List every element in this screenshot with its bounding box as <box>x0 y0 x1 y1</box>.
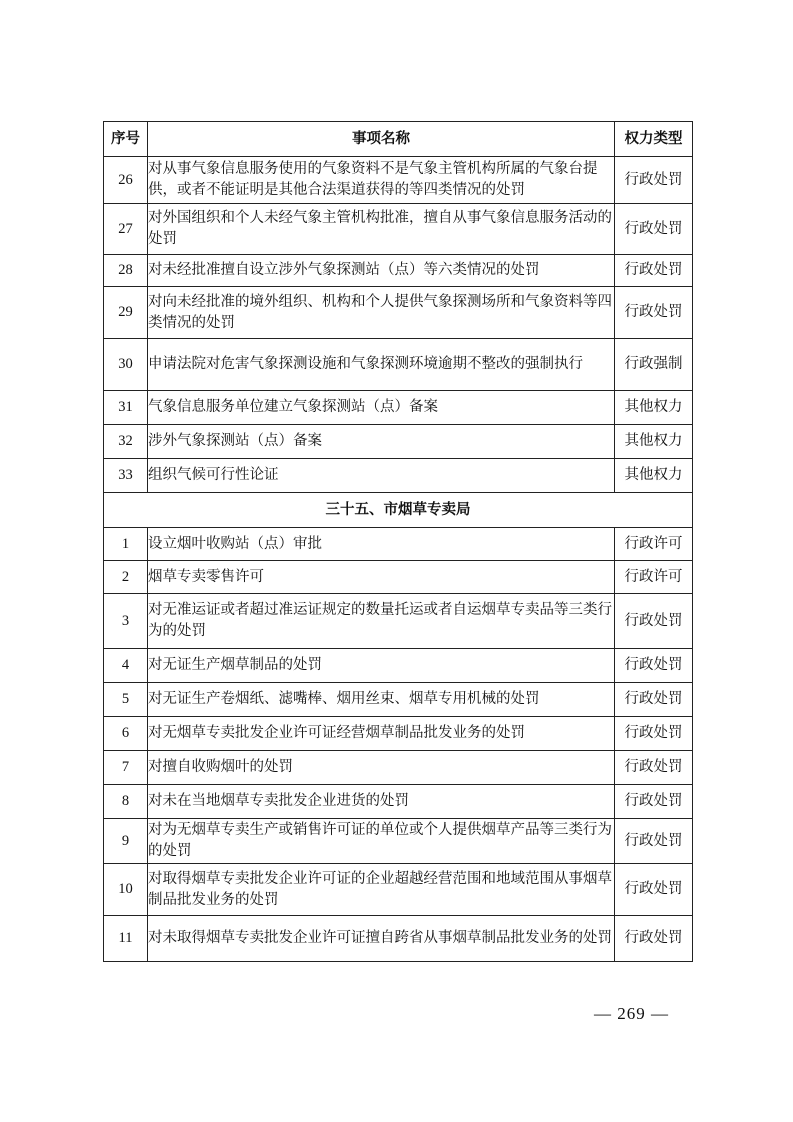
row-serial: 11 <box>104 916 148 962</box>
row-power-type: 行政处罚 <box>615 594 693 649</box>
row-power-type: 行政处罚 <box>615 916 693 962</box>
row-item-name: 对未在当地烟草专卖批发企业进货的处罚 <box>148 785 615 819</box>
row-power-type: 行政处罚 <box>615 785 693 819</box>
table-row <box>104 391 693 425</box>
row-item-name: 对擅自收购烟叶的处罚 <box>148 751 615 785</box>
table-row <box>104 819 693 864</box>
row-serial: 5 <box>104 683 148 717</box>
row-item-name: 对未取得烟草专卖批发企业许可证擅自跨省从事烟草制品批发业务的处罚 <box>148 916 615 962</box>
table-body <box>104 157 693 962</box>
table-row <box>104 785 693 819</box>
row-power-type: 行政处罚 <box>615 864 693 916</box>
row-power-type: 行政处罚 <box>615 649 693 683</box>
row-serial: 7 <box>104 751 148 785</box>
table-row <box>104 916 693 962</box>
table-row <box>104 204 693 255</box>
row-power-type: 其他权力 <box>615 459 693 493</box>
row-item-name: 对无准运证或者超过准运证规定的数量托运或者自运烟草专卖品等三类行为的处罚 <box>148 594 615 649</box>
row-power-type: 行政强制 <box>615 339 693 391</box>
row-serial: 6 <box>104 717 148 751</box>
header-power-type: 权力类型 <box>615 122 693 157</box>
row-serial: 2 <box>104 561 148 594</box>
row-item-name: 设立烟叶收购站（点）审批 <box>148 528 615 561</box>
row-serial: 26 <box>104 157 148 204</box>
row-serial: 9 <box>104 819 148 864</box>
row-power-type: 行政处罚 <box>615 683 693 717</box>
table-row <box>104 717 693 751</box>
table-row <box>104 528 693 561</box>
table-row <box>104 594 693 649</box>
row-item-name: 对取得烟草专卖批发企业许可证的企业超越经营范围和地域范围从事烟草制品批发业务的处罚 <box>148 864 615 916</box>
table-row <box>104 287 693 339</box>
table-row <box>104 459 693 493</box>
row-item-name: 涉外气象探测站（点）备案 <box>148 425 615 459</box>
row-power-type: 行政处罚 <box>615 751 693 785</box>
row-power-type: 行政处罚 <box>615 204 693 255</box>
table-row <box>104 339 693 391</box>
table-row <box>104 255 693 287</box>
section-row <box>104 493 693 528</box>
row-item-name: 申请法院对危害气象探测设施和气象探测环境逾期不整改的强制执行 <box>148 339 615 391</box>
section-title: 三十五、市烟草专卖局 <box>104 493 693 528</box>
table-row <box>104 751 693 785</box>
row-serial: 29 <box>104 287 148 339</box>
row-serial: 32 <box>104 425 148 459</box>
header-serial: 序号 <box>104 122 148 157</box>
row-item-name: 对为无烟草专卖生产或销售许可证的单位或个人提供烟草产品等三类行为的处罚 <box>148 819 615 864</box>
row-item-name: 气象信息服务单位建立气象探测站（点）备案 <box>148 391 615 425</box>
table-row <box>104 425 693 459</box>
row-item-name: 对外国组织和个人未经气象主管机构批准，擅自从事气象信息服务活动的处罚 <box>148 204 615 255</box>
row-serial: 31 <box>104 391 148 425</box>
header-item-name: 事项名称 <box>148 122 615 157</box>
row-power-type: 行政处罚 <box>615 819 693 864</box>
table-row <box>104 649 693 683</box>
row-item-name: 对无证生产卷烟纸、滤嘴棒、烟用丝束、烟草专用机械的处罚 <box>148 683 615 717</box>
row-power-type: 其他权力 <box>615 391 693 425</box>
row-power-type: 行政处罚 <box>615 717 693 751</box>
row-serial: 8 <box>104 785 148 819</box>
row-item-name: 组织气候可行性论证 <box>148 459 615 493</box>
row-power-type: 行政许可 <box>615 561 693 594</box>
page-number: — 269 — <box>594 1004 669 1023</box>
row-item-name: 对向未经批准的境外组织、机构和个人提供气象探测场所和气象资料等四类情况的处罚 <box>148 287 615 339</box>
row-power-type: 行政处罚 <box>615 287 693 339</box>
table-row <box>104 864 693 916</box>
row-item-name: 对未经批准擅自设立涉外气象探测站（点）等六类情况的处罚 <box>148 255 615 287</box>
row-serial: 27 <box>104 204 148 255</box>
table-row <box>104 683 693 717</box>
row-item-name: 烟草专卖零售许可 <box>148 561 615 594</box>
row-serial: 30 <box>104 339 148 391</box>
table-header-row <box>104 122 693 157</box>
row-power-type: 行政处罚 <box>615 157 693 204</box>
row-serial: 1 <box>104 528 148 561</box>
table-row <box>104 561 693 594</box>
row-serial: 4 <box>104 649 148 683</box>
row-item-name: 对无烟草专卖批发企业许可证经营烟草制品批发业务的处罚 <box>148 717 615 751</box>
power-list-table <box>103 121 693 962</box>
row-serial: 28 <box>104 255 148 287</box>
row-item-name: 对从事气象信息服务使用的气象资料不是气象主管机构所属的气象台提供，或者不能证明是其他合法渠道获得的等四类情况的处罚 <box>148 157 615 204</box>
row-serial: 33 <box>104 459 148 493</box>
row-serial: 10 <box>104 864 148 916</box>
row-item-name: 对无证生产烟草制品的处罚 <box>148 649 615 683</box>
row-power-type: 行政处罚 <box>615 255 693 287</box>
table-row <box>104 157 693 204</box>
row-power-type: 其他权力 <box>615 425 693 459</box>
row-serial: 3 <box>104 594 148 649</box>
row-power-type: 行政许可 <box>615 528 693 561</box>
